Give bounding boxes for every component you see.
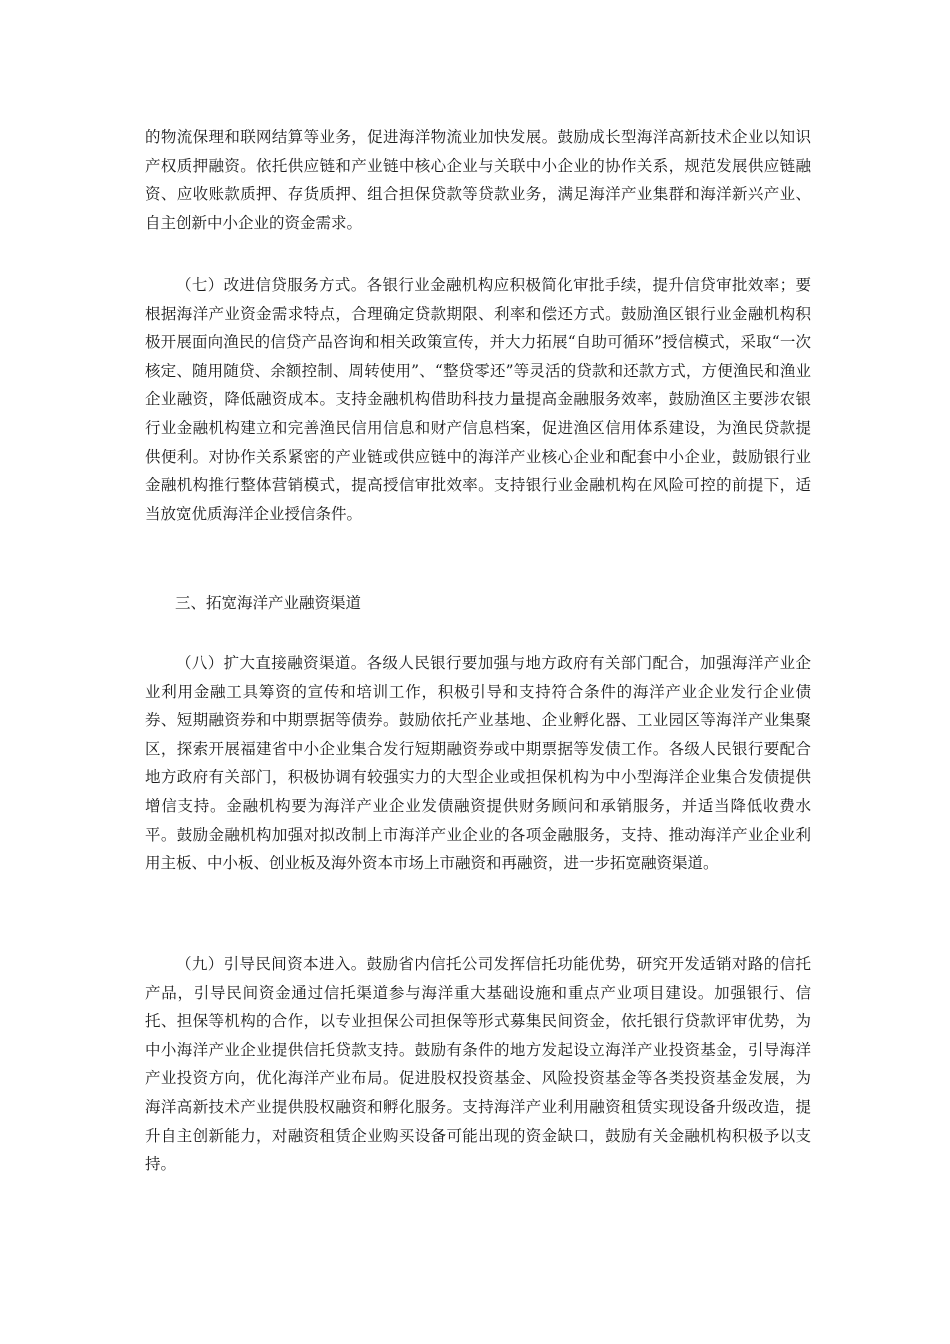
paragraph-item-7: （七）改进信贷服务方式。各银行业金融机构应积极简化审批手续，提升信贷审批效率；要根据海洋产业资金需求特点，合理确定贷款期限、利率和偿还方式。鼓励渔区银行业金融机构积极开展面向渔民的信贷产品咨询和相关政策宣传，并大力拓展“自助可循环”授信模式，采取“一次核定、随用随贷、余额控制、周转使用”、“整贷零还”等灵活的贷款和还款方式，方便渔民和渔业企业融资，降低融资成本。支持金融机构借助科技力量提高金融服务效率，鼓励渔区主要涉农银行业金融机构建立和完善渔民信用信息和财产信息档案，促进渔区信用体系建设，为渔民贷款提供便利。对协作关系紧密的产业链或供应链中的海洋产业核心企业和配套中小企业，鼓励银行业金融机构推行整体营销模式，提高授信审批效率。支持银行业金融机构在风险可控的前提下，适当放宽优质海洋企业授信条件。 (145, 276, 811, 523)
section-heading: 三、拓宽海洋产业融资渠道 (175, 594, 362, 612)
paragraph-item-9: （九）引导民间资本进入。鼓励省内信托公司发挥信托功能优势，研究开发适销对路的信托产品，引导民间资金通过信托渠道参与海洋重大基础设施和重点产业项目建设。加强银行、信托、担保等机构的合作，以专业担保公司担保等形式募集民间资金，依托银行贷款评审优势，为中小海洋产业企业提供信托贷款支持。鼓励有条件的地方发起设立海洋产业投资基金，引导海洋产业投资方向，优化海洋产业布局。促进股权投资基金、风险投资基金等各类投资基金发展，为海洋高新技术产业提供股权融资和孵化服务。支持海洋产业利用融资租赁实现设备升级改造，提升自主创新能力，对融资租赁企业购买设备可能出现的资金缺口，鼓励有关金融机构积极予以支持。 (145, 955, 811, 1174)
paragraph-item-8: （八）扩大直接融资渠道。各级人民银行要加强与地方政府有关部门配合，加强海洋产业企业利用金融工具筹资的宣传和培训工作，积极引导和支持符合条件的海洋产业企业发行企业债券、短期融资券和中期票据等债券。鼓励依托产业基地、企业孵化器、工业园区等海洋产业集聚区，探索开展福建省中小企业集合发行短期融资券或中期票据等发债工作。各级人民银行要配合地方政府有关部门，积极协调有较强实力的大型企业或担保机构为中小型海洋企业集合发债提供增信支持。金融机构要为海洋产业企业发债融资提供财务顾问和承销服务，并适当降低收费水平。鼓励金融机构加强对拟改制上市海洋产业企业的各项金融服务，支持、推动海洋产业企业利用主板、中小板、创业板及海外资本市场上市融资和再融资，进一步拓宽融资渠道。 (145, 654, 811, 873)
paragraph-continuation: 的物流保理和联网结算等业务，促进海洋物流业加快发展。鼓励成长型海洋高新技术企业以知识产权质押融资。依托供应链和产业链中核心企业与关联中小企业的协作关系，规范发展供应链融资、应收账款质押、存货质押、组合担保贷款等贷款业务，满足海洋产业集群和海洋新兴产业、自主创新中小企业的资金需求。 (145, 128, 811, 232)
